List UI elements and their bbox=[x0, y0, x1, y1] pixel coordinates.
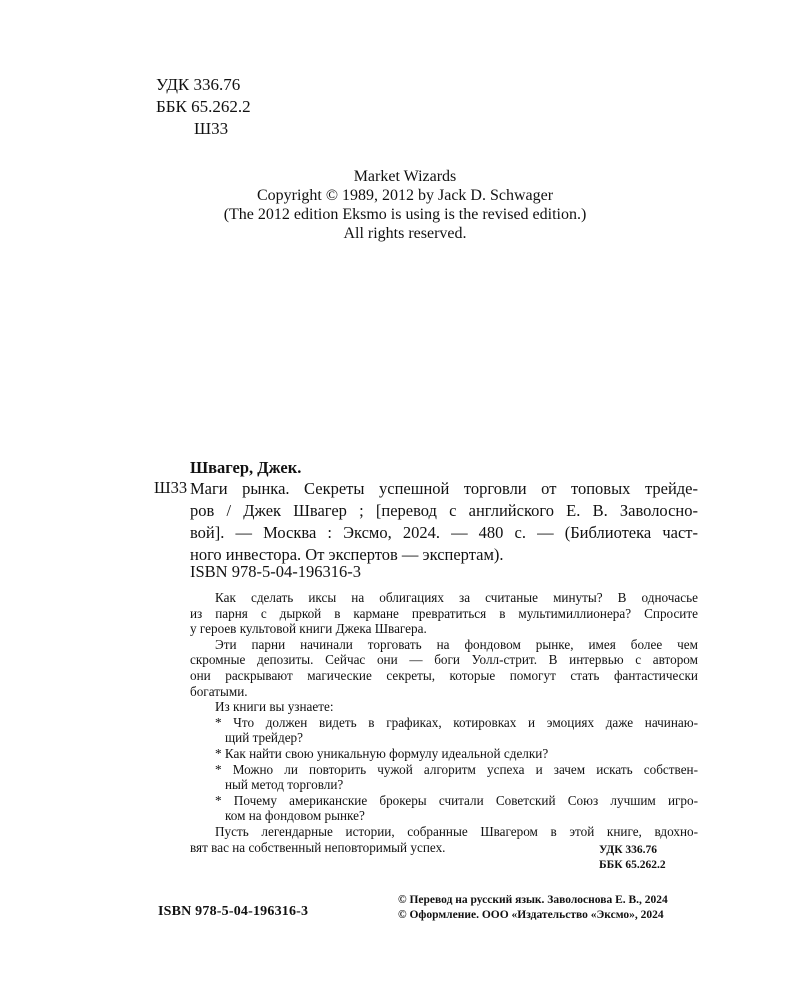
annotation-line: Пусть легендарные истории, собранные Швагером в этой книге, вдохно- bbox=[215, 823, 698, 839]
footer-isbn: ISBN 978-5-04-196316-3 bbox=[158, 904, 309, 919]
rights-line: All rights reserved. bbox=[343, 225, 467, 242]
annotation-line: щий трейдер? bbox=[225, 730, 304, 746]
annotation-line: они раскрывают магические секреты, которые помогут стать фантастически bbox=[190, 667, 698, 683]
biblio-line: Маги рынка. Секреты успешной торговли от топовых трейде- bbox=[190, 479, 698, 498]
classification-block bbox=[156, 74, 251, 140]
edition-note: (The 2012 edition Eksmo is using is the revised edition.) bbox=[223, 206, 587, 223]
author-mark: Ш33 bbox=[194, 119, 229, 138]
annotation-line: у героев культовой книги Джека Швагера. bbox=[190, 621, 427, 637]
annotation-line: из парня с дыркой в кармане превратиться в мультимиллионера? Спросите bbox=[190, 605, 698, 621]
annotation-line: Как сделать иксы на облигациях за считаные минуты? В одночасье bbox=[215, 590, 698, 605]
bbk-code: ББК 65.262.2 bbox=[156, 97, 251, 116]
annotation bbox=[190, 590, 698, 855]
bibliographic-author: Швагер, Джек. bbox=[190, 458, 302, 477]
biblio-line: вой]. — Москва : Эксмо, 2024. — 480 с. — (Библиотека част- bbox=[190, 523, 698, 542]
footer-classification bbox=[599, 843, 696, 873]
annotation-line: богатыми. bbox=[190, 683, 248, 699]
annotation-bullet: * Что должен видеть в графиках, котировках и эмоциях даже начинаю- bbox=[215, 714, 698, 730]
translation-copyright: © Перевод на русский язык. Заволоснова Е. В., 2024 bbox=[398, 894, 668, 906]
original-title: Market Wizards bbox=[353, 168, 457, 185]
bibliographic-description bbox=[190, 478, 698, 566]
annotation-line: вят вас на собственный неповторимый успех. bbox=[190, 839, 446, 855]
annotation-line: Из книги вы узнаете: bbox=[215, 699, 334, 715]
footer-udk: УДК 336.76 bbox=[599, 844, 658, 856]
annotation-line: Эти парни начинали торговать на фондовом рынке, имея более чем bbox=[215, 636, 698, 652]
isbn-line: ISBN 978-5-04-196316-3 bbox=[190, 562, 361, 581]
annotation-line: скромные депозиты. Сейчас они — боги Уолл-стрит. В интервью с автором bbox=[190, 652, 698, 668]
design-copyright: © Оформление. ООО «Издательство «Эксмо», 2024 bbox=[398, 909, 664, 921]
bibliographic-code: Ш33 bbox=[154, 478, 188, 497]
udk-code: УДК 336.76 bbox=[156, 75, 241, 94]
annotation-line: ный метод торговли? bbox=[225, 777, 344, 793]
annotation-bullet: * Почему американские брокеры считали Советский Союз лучшим игро- bbox=[215, 792, 698, 808]
annotation-line: ком на фондовом рынке? bbox=[225, 808, 365, 824]
annotation-bullet: * Можно ли повторить чужой алгоритм успеха и зачем искать собствен- bbox=[215, 761, 698, 777]
biblio-line: ров / Джек Швагер ; [перевод с английского Е. В. Заволосно- bbox=[190, 501, 698, 520]
footer-copyright-block bbox=[398, 893, 698, 923]
footer-bbk: ББК 65.262.2 bbox=[599, 859, 666, 871]
annotation-bullet: * Как найти свою уникальную формулу идеальной сделки? bbox=[215, 745, 549, 761]
copyright-line: Copyright © 1989, 2012 by Jack D. Schwager bbox=[256, 187, 554, 204]
biblio-line: ного инвестора. От экспертов — экспертам). bbox=[190, 545, 504, 564]
original-copyright-block bbox=[150, 167, 660, 243]
